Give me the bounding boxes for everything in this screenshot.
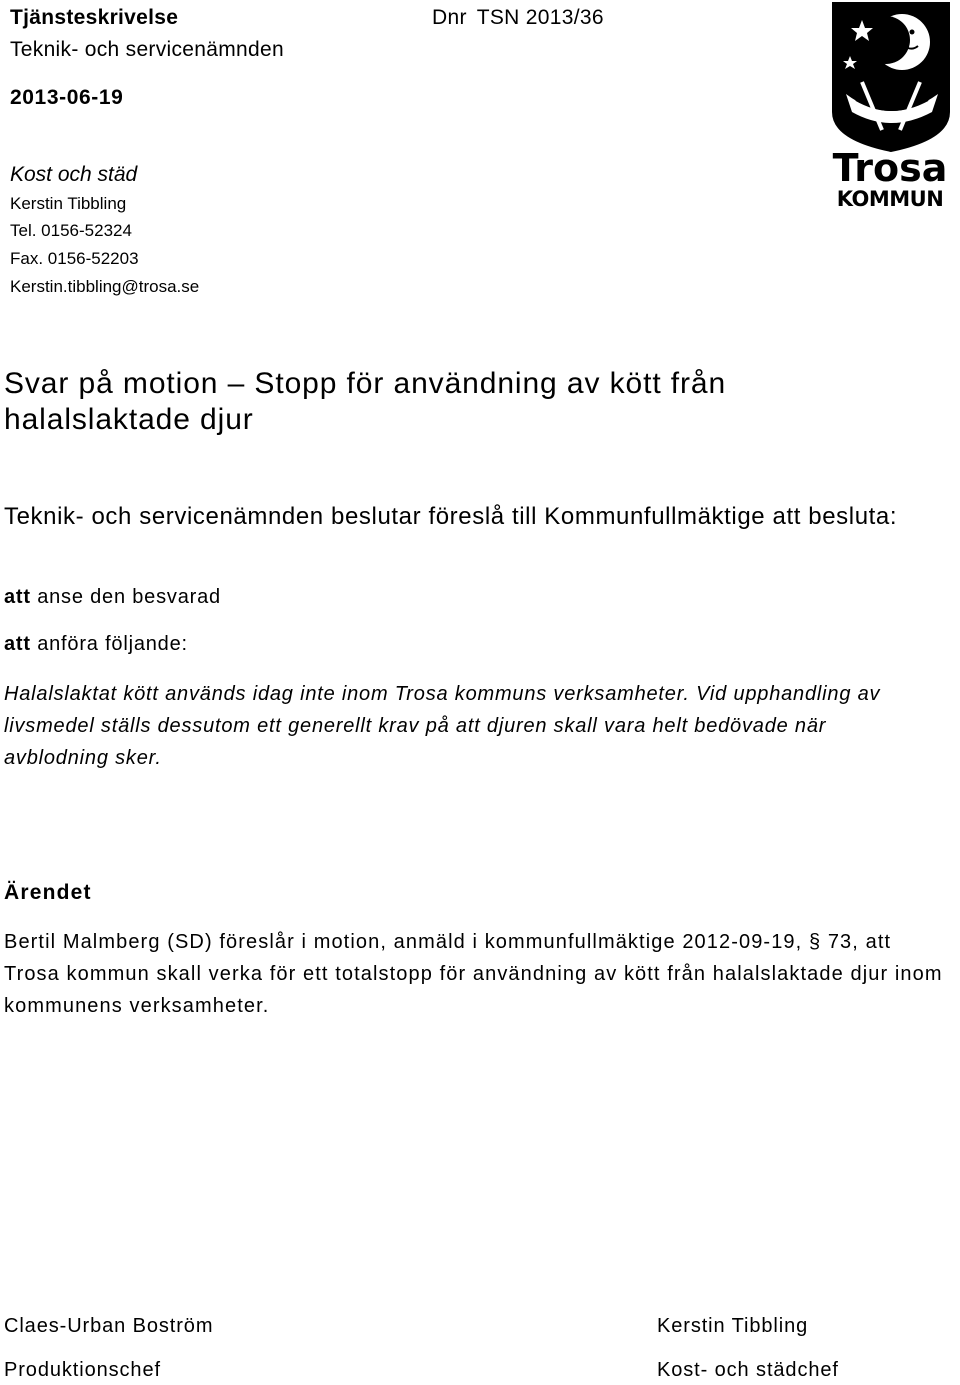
board-name: Teknik- och servicenämnden [10, 38, 284, 61]
decision-keyword: att [4, 586, 31, 608]
svg-text:KOMMUN: KOMMUN [836, 187, 944, 210]
decision-item [4, 586, 221, 609]
sender-email[interactable]: Kerstin.tibbling@trosa.se [10, 277, 200, 296]
document-date: 2013-06-19 [10, 86, 124, 109]
signature-title: Produktionschef [4, 1359, 161, 1381]
decision-item [4, 633, 188, 656]
sender-phone: Tel. 0156-52324 [10, 221, 132, 240]
document-type: Tjänsteskrivelse [10, 6, 179, 29]
statement-text: Halalslaktat kött används idag inte inom Trosa kommuns verksamheter. Vid upphandling av livsmedel ställs dessutom ett generellt krav på att djuren skall vara helt bedövade när avblodning sker. [4, 683, 881, 769]
section-body: Bertil Malmberg (SD) föreslår i motion, anmäld i kommunfullmäktige 2012-09-19, § 73, att Trosa kommun skall verka för ett totalstopp för användning av kött från halalslaktade djur inom kommunens verksamheter. [4, 931, 943, 1017]
trosa-kommun-logo [822, 0, 958, 210]
coat-of-arms-icon [822, 0, 958, 210]
decision-text: anföra följande: [37, 633, 188, 655]
sender-unit: Kost och städ [10, 163, 138, 186]
decision-text: anse den besvarad [37, 586, 221, 608]
subject-heading: Svar på motion – Stopp för användning av kött från halalslaktade djur [4, 367, 727, 436]
signature-name: Kerstin Tibbling [657, 1315, 809, 1337]
signature-title: Kost- och städchef [657, 1359, 839, 1381]
signature-name: Claes-Urban Boström [4, 1315, 214, 1337]
registration-number [432, 6, 604, 30]
decision-keyword: att [4, 633, 31, 655]
dnr-label: Dnr [432, 6, 467, 29]
sender-name: Kerstin Tibbling [10, 194, 127, 213]
dnr-value: TSN 2013/36 [476, 6, 604, 29]
proposal-intro: Teknik- och servicenämnden beslutar föreslå till Kommunfullmäktige att besluta: [4, 503, 898, 530]
sender-fax: Fax. 0156-52203 [10, 249, 139, 268]
svg-text:Trosa: Trosa [832, 146, 948, 190]
section-heading: Ärendet [4, 881, 92, 904]
